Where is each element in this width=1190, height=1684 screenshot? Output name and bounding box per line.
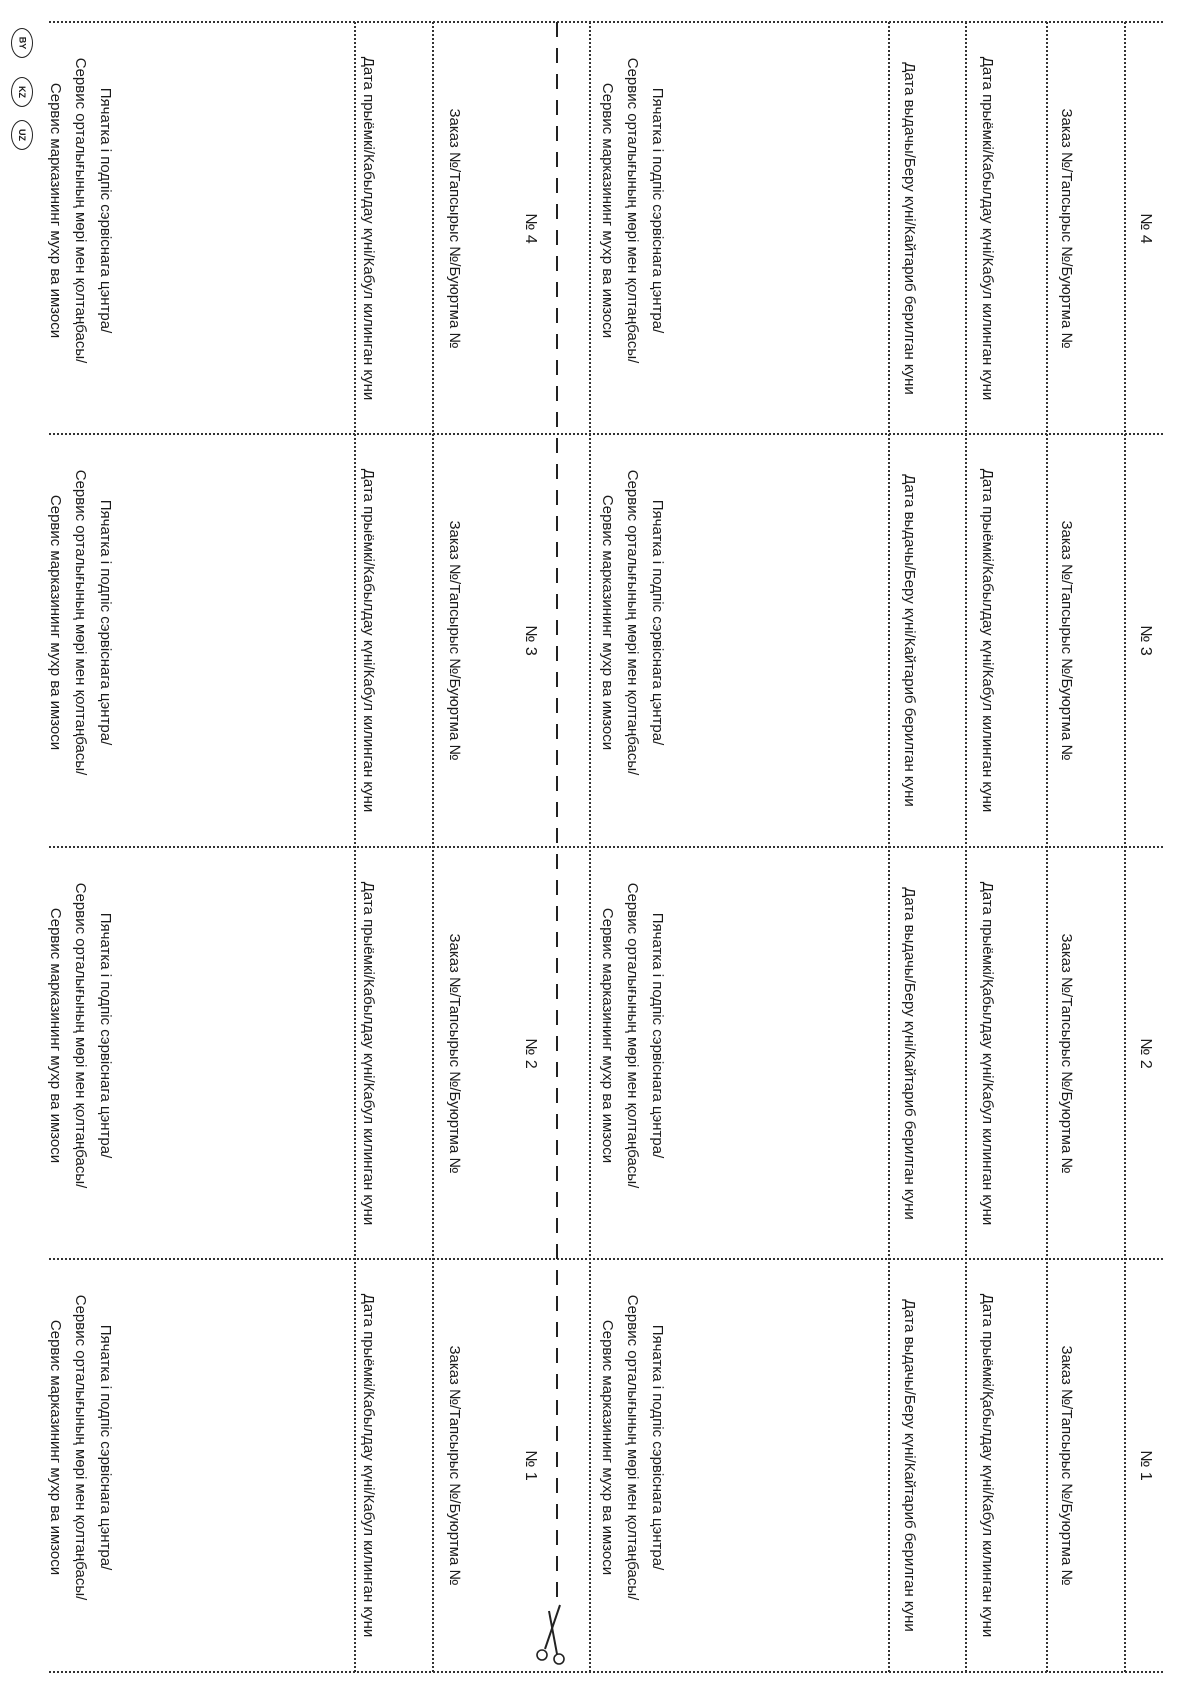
coupon-row (0, 1259, 1190, 1672)
stamp-line: Сервис орталығының мөрі мен қолтаңбасы/ (624, 469, 641, 776)
counterfoil-number: № 1 (522, 1450, 539, 1481)
coupon-number: № 1 (1137, 1450, 1154, 1481)
stamp-line: Сервис марказининг мухр ва имзоси (599, 907, 616, 1164)
stamp-line: Пячатка і подпіс сэрвіснага цэнтра/ (649, 499, 666, 746)
stamp-line: Сервис орталығының мөрі мен қолтаңбасы/ (72, 1294, 89, 1601)
stamp-line: Сервис марказининг мухр ва имзоси (47, 1319, 64, 1576)
coupon-number: № 4 (1137, 213, 1154, 244)
stamp-line: Сервис марказининг мухр ва имзоси (599, 82, 616, 339)
stamp-line: Сервис орталығының мөрі мен қолтаңбасы/ (72, 57, 89, 364)
stamp-signature-label (595, 1259, 670, 1672)
stamp-line: Сервис орталығының мөрі мен қолтаңбасы/ (624, 882, 641, 1189)
counterfoil-received-date-label: Дата прыёмкі/Кабылдау күні/Кабул килинган куни (360, 881, 377, 1226)
order-number-label: Заказ №/Тапсырыс №/Буюртма № (1058, 1345, 1075, 1586)
received-date-label: Дата прыёмкі/Қабылдау күні/Кабул килинган куни (979, 881, 996, 1226)
stamp-line: Пячатка і подпіс сэрвіснага цэнтра/ (649, 912, 666, 1159)
stamp-line: Сервис орталығының мөрі мен қолтаңбасы/ (624, 57, 641, 364)
issued-date-label: Дата выдачы/Беру күні/Кайтариб берилган куни (901, 887, 918, 1220)
stamp-line: Сервис марказининг мухр ва имзоси (47, 82, 64, 339)
stamp-line: Пячатка і подпіс сэрвіснага цэнтра/ (649, 87, 666, 334)
badge-label: UZ (17, 129, 27, 141)
received-date-label: Дата прыёмкі/Кабылдау күні/Кабул килинган куни (979, 56, 996, 401)
counterfoil-order-label: Заказ №/Тапсырыс №/Буюртма № (446, 933, 463, 1174)
stamp-line: Пячатка і подпіс сэрвіснага цэнтра/ (97, 499, 114, 746)
counterfoil-received-date-label: Дата прыёмкі/Кабылдау күні/Кабул килинган куни (360, 56, 377, 401)
badge-label: BY (16, 36, 27, 50)
stamp-signature-label (595, 847, 670, 1260)
counterfoil-received-date-label: Дата прыёмкі/Кабылдау күні/Кабул килинган куни (360, 1293, 377, 1638)
counterfoil-order-label: Заказ №/Тапсырыс №/Буюртма № (446, 1345, 463, 1586)
coupon-row (0, 847, 1190, 1260)
counterfoil-stamp-label (43, 434, 118, 847)
counterfoil-number: № 3 (522, 625, 539, 656)
counterfoil-number: № 4 (522, 213, 539, 244)
issued-date-label: Дата выдачы/Беру күні/Кайтариб берилган куни (901, 1299, 918, 1632)
stamp-line: Сервис марказининг мухр ва имзоси (47, 907, 64, 1164)
coupon-row (0, 434, 1190, 847)
counterfoil-stamp-label (43, 22, 118, 435)
stamp-line: Пячатка і подпіс сэрвіснага цэнтра/ (649, 1324, 666, 1571)
stamp-line: Сервис орталығының мөрі мен қолтаңбасы/ (72, 882, 89, 1189)
order-number-label: Заказ №/Тапсырыс №/Буюртма № (1058, 108, 1075, 349)
stamp-signature-label (595, 22, 670, 435)
counterfoil-stamp-label (43, 847, 118, 1260)
issued-date-label: Дата выдачы/Беру күні/Кайтариб берилган куни (901, 474, 918, 807)
counterfoil-received-date-label: Дата прыёмкі/Кабылдау күні/Кабул килинган куни (360, 468, 377, 813)
issued-date-label: Дата выдачы/Беру күні/Кайтариб берилган куни (901, 62, 918, 395)
received-date-label: Дата прыёмкі/Қабылдау күні/Кабул килинган куни (979, 1293, 996, 1638)
stamp-line: Пячатка і подпіс сэрвіснага цэнтра/ (97, 87, 114, 334)
stamp-line: Пячатка і подпіс сэрвіснага цэнтра/ (97, 912, 114, 1159)
stamp-line: Сервис марказининг мухр ва имзоси (47, 494, 64, 751)
stamp-line: Пячатка і подпіс сэрвіснага цэнтра/ (97, 1324, 114, 1571)
counterfoil-number: № 2 (522, 1038, 539, 1069)
coupon-row (0, 22, 1190, 435)
stamp-line: Сервис марказининг мухр ва имзоси (599, 1319, 616, 1576)
counterfoil-order-label: Заказ №/Тапсырыс №/Буюртма № (446, 108, 463, 349)
counterfoil-stamp-label (43, 1259, 118, 1672)
coupon-number: № 3 (1137, 625, 1154, 656)
badge-label: KZ (17, 86, 27, 98)
stamp-line: Сервис орталығының мөрі мен қолтаңбасы/ (624, 1294, 641, 1601)
order-number-label: Заказ №/Тапсырыс №/Буюртма № (1058, 933, 1075, 1174)
coupon-number: № 2 (1137, 1038, 1154, 1069)
stamp-signature-label (595, 434, 670, 847)
stamp-line: Сервис орталығының мөрі мен қолтаңбасы/ (72, 469, 89, 776)
counterfoil-order-label: Заказ №/Тапсырыс №/Буюртма № (446, 520, 463, 761)
received-date-label: Дата прыёмкі/Кабылдау күні/Кабул килинган куни (979, 468, 996, 813)
stamp-line: Сервис марказининг мухр ва имзоси (599, 494, 616, 751)
order-number-label: Заказ №/Тапсырыс №/Буюртма № (1058, 520, 1075, 761)
